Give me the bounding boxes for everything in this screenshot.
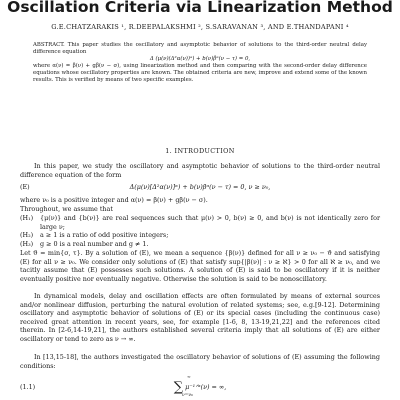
- sigma-symbol: ∑: [173, 380, 184, 395]
- hypothesis-tag: (H₂): [20, 231, 34, 239]
- sum-upper-limit: ∞: [187, 375, 191, 380]
- hypothesis-text: g ≥ 0 is a real number and g ≠ 1.: [40, 240, 149, 248]
- abstract-text-1: This paper studies the oscillatory and asymptotic behavior of solutions to the third-order neutral delay difference equation: [33, 42, 368, 56]
- sum-expression: [0, 375, 400, 398]
- hypothesis-tag: (H₁): [20, 214, 34, 222]
- condition-label: (1.1): [20, 383, 36, 391]
- hypothesis-text: a ≥ 1 is a ratio of odd positive integers;: [40, 231, 169, 239]
- equation-label: (E): [20, 183, 30, 191]
- abstract: [33, 42, 367, 85]
- paragraph-literature: In dynamical models, delay and oscillation effects are often formulated by means of external sources and/or nonlinear diffusion, perturbing the natural evolution of related systems; see, e.g.[9-12]. Determining oscillatory and asymptotic behavior of solutions of (E) or its special cases (including the continuous case) received great attention in recent years, see, for example [1-6, 8, 13-19,21,22] and the references cited therein. In [2-6,14-19,21], the authors established several criteria imply that all solutions of (E) are either oscillatory or tend to zero as ν → ∞.: [20, 292, 380, 343]
- paper-title: [0, 0, 400, 17]
- paper-title-line: Oscillation Criteria via Linearization Method: [7, 0, 393, 16]
- sum-lower-limit: ν=ν₀: [182, 393, 193, 398]
- hypothesis-text: {μ(ν)} and {b(ν)} are real sequences such that μ(ν) > 0, b(ν) ≥ 0, and b(ν) is not identically zero for large ν;: [40, 214, 380, 231]
- intro-paragraph-1: In this paper, we study the oscillatory and asymptotic behavior of solutions to the third-order neutral difference equation of the form: [20, 162, 380, 179]
- intro-paragraph-2: where ν₀ is a positive integer and α(ν) = β(ν) + gβ(ν − σ). Throughout, we assume that: [20, 196, 208, 213]
- author-list: G.E.CHATZARAKIS ¹, R.DEEPALAKSHMI ², S.SARAVANAN ³, AND E.THANDAPANI ⁴: [51, 23, 349, 31]
- paragraph-solutions: Let ϑ = min{σ, τ}. By a solution of (E), we mean a sequence {β(ν)} defined for all ν ≥ ν₀ − ϑ and satisfying (E) for all ν ≥ ν₀. We consider only solutions of (E) that satisfy sup{|β(ν)| : ν ≥ ℵ} > 0 for all ℵ ≥ ν₀, and we tacitly assume that (E) possesses such solutions. A solution of (E) is said to be oscillatory if it is neither eventually positive nor eventually negative. Otherwise the solution is said to be nonoscillatory.: [20, 249, 380, 283]
- abstract-text-2: where α(ν) = β(ν) + gβ(ν − σ), using linearization method and then comparing with the second-order delay difference equations whose oscillatory properties are known. The obtained criteria are new, improve and extend some of the known results. This is verified by means of two specific examples.: [33, 63, 367, 84]
- sum-body: μ⁻¹ᐟᵅ(ν) = ∞,: [185, 383, 227, 391]
- abstract-equation: Δ (μ(ν)(Δ²α(ν))ᵅ) + b(ν)βᵅ(ν − τ) = 0,: [149, 56, 251, 63]
- section-heading: 1. INTRODUCTION: [165, 147, 235, 155]
- abstract-label: ABSTRACT.: [33, 42, 65, 48]
- hypothesis-tag: (H₃): [20, 240, 34, 248]
- paragraph-conditions: In [13,15-18], the authors investigated the oscillatory behavior of solutions of (E) assuming the following conditions:: [20, 353, 380, 370]
- equation-body: Δ(μ(ν)[Δ²α(ν)]ᵅ) + b(ν)βᵅ(ν − τ) = 0, ν ≥ ν₀,: [129, 183, 271, 191]
